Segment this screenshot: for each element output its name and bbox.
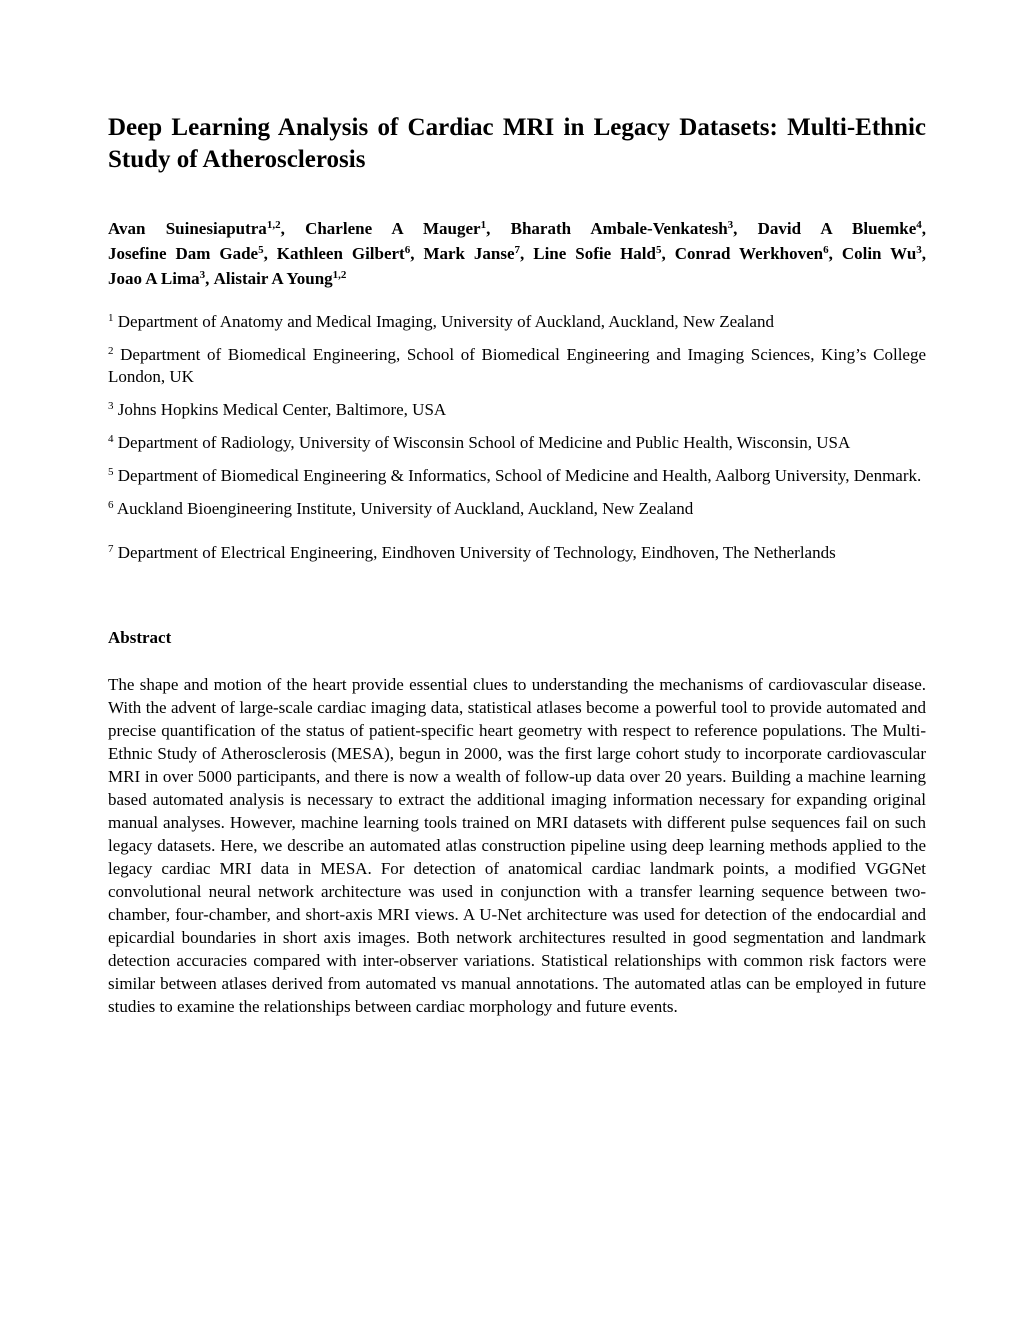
author-name: Line Sofie Hald (533, 244, 656, 263)
author (305, 219, 511, 238)
author-separator: , (410, 244, 424, 263)
author (214, 269, 347, 288)
paper-title: Deep Learning Analysis of Cardiac MRI in Legacy Datasets: Multi-Ethnic Study of Atherosclerosis (108, 114, 926, 173)
author-separator: , (921, 244, 927, 263)
author-name: Kathleen Gilbert (276, 244, 405, 263)
affiliation-number: 7 (108, 543, 114, 555)
author-affiliation-mark: 5 (258, 244, 264, 256)
author (108, 244, 277, 263)
author-affiliation-mark: 3 (727, 219, 734, 231)
author-name: Joao A Lima (108, 269, 200, 288)
author (533, 244, 674, 263)
affiliation-text: Department of Biomedical Engineering & Informatics, School of Medicine and Health, Aalborg University, Denmark. (117, 466, 922, 485)
author-affiliation-mark: 5 (655, 244, 662, 256)
author (277, 244, 424, 263)
author-name: Avan Suinesiaputra (108, 219, 267, 238)
affiliation-number: 2 (108, 345, 114, 357)
author-affiliation-mark: 3 (916, 244, 922, 256)
affiliation-number: 3 (108, 400, 114, 412)
author-separator: , (486, 219, 511, 238)
author-name: Conrad Werkhoven (674, 244, 824, 263)
affiliation (108, 498, 926, 520)
author (108, 269, 214, 288)
author (758, 219, 926, 238)
author (675, 244, 842, 263)
author (842, 244, 926, 263)
author-separator: , (263, 244, 277, 263)
affiliation-number: 6 (108, 499, 114, 511)
affiliation-number: 1 (108, 312, 114, 324)
author-name: Mark Janse (423, 244, 515, 263)
author-name: Charlene A Mauger (305, 219, 481, 238)
affiliation-number: 4 (108, 433, 114, 445)
affiliation-text: Department of Radiology, University of Wisconsin School of Medicine and Public Health, Wisconsin, USA (117, 433, 851, 452)
author-separator: , (828, 244, 842, 263)
affiliation (108, 311, 926, 333)
paper-content (108, 112, 926, 1018)
affiliation (108, 465, 926, 487)
author-affiliation-mark: 1,2 (332, 269, 347, 281)
author-separator: , (733, 219, 758, 238)
author (511, 219, 758, 238)
author-name: David A Bluemke (757, 219, 917, 238)
author-list (108, 216, 926, 291)
author-affiliation-mark: 6 (823, 244, 829, 256)
author-separator: , (205, 269, 214, 288)
affiliation (108, 399, 926, 421)
affiliation-text: Johns Hopkins Medical Center, Baltimore, USA (117, 400, 447, 419)
author-name: Alistair A Young (213, 269, 333, 288)
affiliation (108, 542, 926, 564)
author-separator: , (520, 244, 534, 263)
author-separator: , (661, 244, 675, 263)
affiliation-text: Auckland Bioengineering Institute, University of Auckland, Auckland, New Zealand (116, 499, 694, 518)
author-separator: , (921, 219, 926, 238)
author-affiliation-mark: 7 (514, 244, 521, 256)
affiliation-list (108, 311, 926, 564)
author (423, 244, 533, 263)
author-name: Bharath Ambale-Venkatesh (510, 219, 728, 238)
author-name: Colin Wu (841, 244, 917, 263)
affiliation-number: 5 (108, 466, 114, 478)
abstract-heading: Abstract (108, 628, 172, 647)
author-affiliation-mark: 1,2 (266, 219, 281, 231)
author-name: Josefine Dam Gade (108, 244, 259, 263)
author-affiliation-mark: 3 (199, 269, 206, 281)
affiliation-text: Department of Biomedical Engineering, School of Biomedical Engineering and Imaging Sciences, King’s College London, UK (108, 345, 927, 386)
affiliation-text: Department of Anatomy and Medical Imaging, University of Auckland, Auckland, New Zealand (117, 312, 774, 331)
affiliation-text: Department of Electrical Engineering, Eindhoven University of Technology, Eindhoven, The Netherlands (117, 543, 836, 562)
author (108, 219, 305, 238)
author-affiliation-mark: 1 (480, 219, 487, 231)
affiliation (108, 344, 926, 388)
author-separator: , (280, 219, 306, 238)
affiliation (108, 432, 926, 454)
author-affiliation-mark: 6 (404, 244, 411, 256)
author-affiliation-mark: 4 (916, 219, 922, 231)
abstract-text: The shape and motion of the heart provide essential clues to understanding the mechanisms of cardiovascular disease. With the advent of large-scale cardiac imaging data, statistical atlases become a powerful tool to provide automated and precise quantification of the status of patient-specific heart geometry with respect to reference populations. The Multi-Ethnic Study of Atherosclerosis (MESA), begun in 2000, was the first large cohort study to incorporate cardiovascular MRI in over 5000 participants, and there is now a wealth of follow-up data over 20 years. Building a machine learning based automated analysis is necessary to extract the additional imaging information necessary for expanding original manual analyses. However, machine learning tools trained on MRI datasets with different pulse sequences fail on such legacy datasets. Here, we describe an automated atlas construction pipeline using deep learning methods applied to the legacy cardiac MRI data in MESA. For detection of anatomical cardiac landmark points, a modified VGGNet convolutional neural network architecture was used in conjunction with a transfer learning sequence between two-chamber, four-chamber, and short-axis MRI views. A U-Net architecture was used for detection of the endocardial and epicardial boundaries in short axis images. Both network architectures resulted in good segmentation and landmark detection accuracies compared with inter-observer variations. Statistical relationships with common risk factors were similar between atlases derived from automated vs manual annotations. The automated atlas can be employed in future studies to examine the relationships between cardiac morphology and future events. (108, 675, 926, 1016)
